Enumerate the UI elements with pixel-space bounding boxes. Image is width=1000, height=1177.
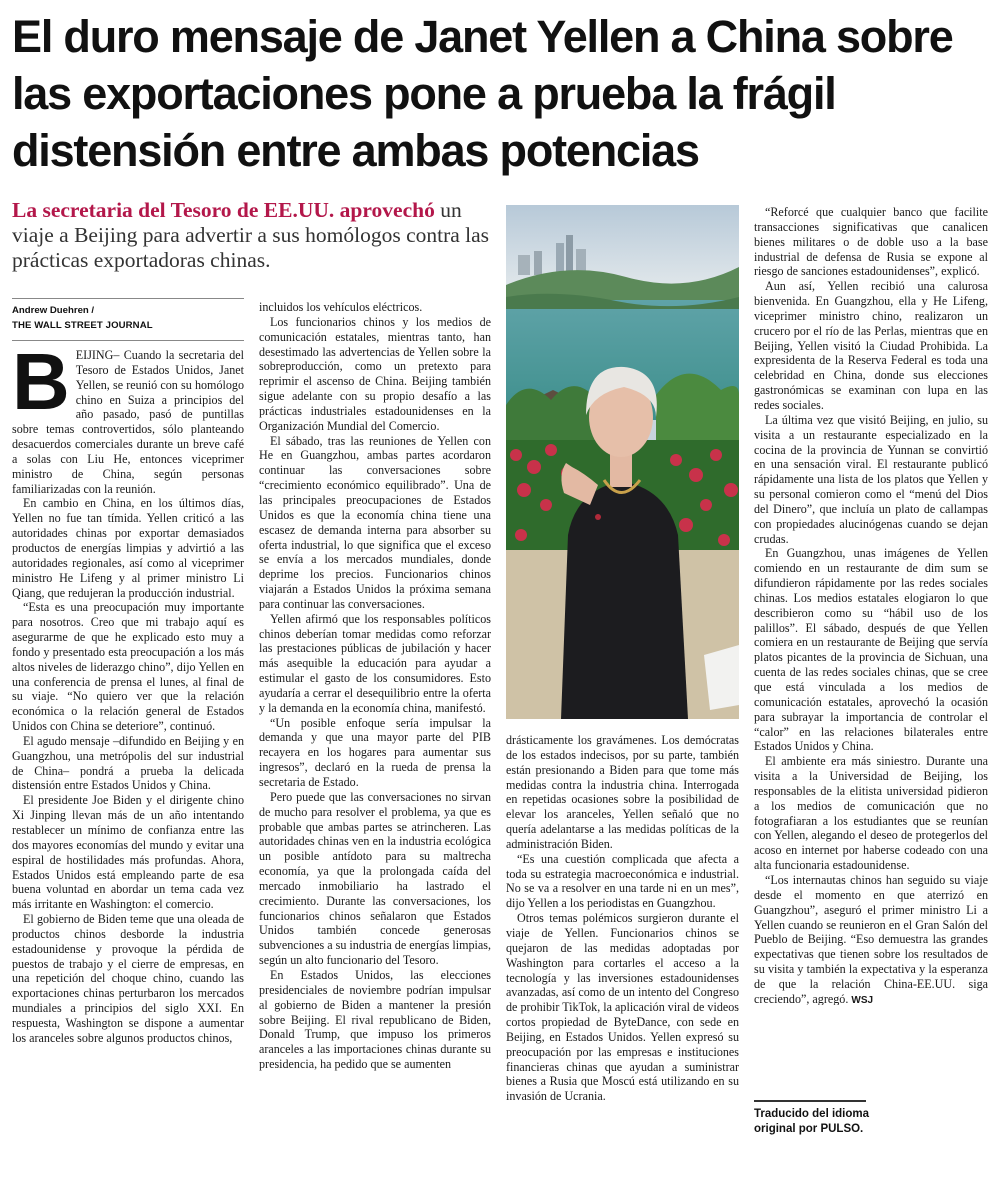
byline-rule-bottom [12,340,244,341]
credit-line-1: Traducido del idioma [754,1108,870,1120]
photo-janet-yellen [506,205,739,719]
paragraph: Aun así, Yellen recibió una calurosa bienvenida. En Guangzhou, ella y He Lifeng, viceprimer ministro chino, realizaron un crucero por el río de las Perlas, mientras que en Beijing, Yellen visitó la Ciudad Prohibida. La expresidenta de la Reserva Federal es toda una celebridad en China, donde sus elecciones gastronómicas se examinan con lupa en las redes sociales. [754,279,988,412]
paragraph: El sábado, tras las reuniones de Yellen con He en Guangzhou, ambas partes acordaron continuar las conversaciones sobre “crecimiento económico equilibrado”. Una de las principales preocupaciones de Estados Unidos es que la economía china tiene una escasez de demanda interna para absorber su oferta industrial, lo que significa que el exceso se envía a los mercados mundiales, donde deprime los precios. Funcionarios chinos viajarán a Estados Unidos la próxima semana para continuar las conversaciones. [259,433,491,611]
paragraph: El ambiente era más siniestro. Durante una visita a la Universidad de Beijing, los responsables de la elitista universidad pidieron a los medios de comunicación que no fotografiaran a los estudiantes que se reunían con Yellen, alegando el deseo de protegerlos del acoso en internet por haberse codeado con una alta funcionaria estadounidense. [754,754,988,873]
paragraph: “Reforcé que cualquier banco que facilite transacciones significativas que canalicen bienes militares o de doble uso a la base industrial de defensa de Rusia se expone al riesgo de sanciones estadounidenses”, explicó. [754,205,988,279]
paragraph: Otros temas polémicos surgieron durante el viaje de Yellen. Funcionarios chinos se quejaron de las medidas adoptadas por Washington para cortarles el acceso a la tecnología y las inversiones estadounidenses avanzadas, así como de un intento del Congreso de prohibir TikTok, la aplicación viral de videos cortos propiedad de ByteDance, con sede en Beijing, en Estados Unidos. Yellen expresó su preocupación por las empresas e instituciones financieras chinas que ayudan a suministrar bienes a Rusia que Moscú está utilizando en su invasión de Ucrania. [506,911,739,1104]
byline-publication: THE WALL STREET JOURNAL [12,320,153,331]
drop-cap: B [12,348,70,426]
paragraph: En Estados Unidos, las elecciones presidenciales de noviembre podrían impulsar al gobierno de Biden a mantener la presión sobre Beijing. El rival republicano de Biden, Donald Trump, que impuso los primeros aranceles a las importaciones chinas durante su presidencia, ha pedido que se aumenten [259,967,491,1072]
deck-lead: La secretaria del Tesoro de EE.UU. aprovechó [12,198,435,222]
signoff: WSJ [851,994,874,1005]
column-2 [259,300,491,1160]
column-4 [754,205,988,1005]
paragraph: La última vez que visitó Beijing, en julio, su visita a un restaurante especializado en la cocina de la provincia de Yunnan se convirtió en una sensación viral. El restaurante publicó rápidamente una lista de los platos que Yellen y su personal comieron como el “menú del Dios del Dinero”, que incluía un plato de callampas con propiedades alucinógenas cuando se dejan crudas. [754,412,988,546]
paragraph: BEIJING– Cuando la secretaria del Tesoro de Estados Unidos, Janet Yellen, se reunió con su homólogo chino en Suiza a principios del año pasado, pasó de puntillas sobre temas controvertidos, sólo planteando desacuerdos comerciales durante un breve café a solas con Liu He, entonces viceprimer ministro de China, según personas familiarizadas con la reunión. [12,348,244,496]
translation-credit [754,1107,954,1137]
paragraph: incluidos los vehículos eléctricos. [259,300,423,314]
paragraph: El agudo mensaje –difundido en Beijing y en Guangzhou, una metrópolis del sur industrial de China– pondrá a prueba la delicada distensión entre Estados Unidos y China. [12,733,244,793]
paragraph: En cambio en China, en los últimos días, Yellen no fue tan tímida. Yellen criticó a las autoridades chinas por exportar demasiados productos de energías limpias y advirtió a las autoridades regionales, así como al viceprimer ministro He Lifeng y al primer ministro Li Qiang, que redujeran la producción industrial. [12,496,244,600]
paragraph: El presidente Joe Biden y el dirigente chino Xi Jinping llevan más de un año intentando restablecer un mínimo de confianza entre las dos mayores economías del mundo y evitar una espiral de hostilidades más profundas. Ahora, Estados Unidos está empleando parte de esa buena voluntad en abordar un tema cada vez más irritante en Washington: el comercio. [12,793,244,912]
paragraph: El gobierno de Biden teme que una oleada de productos chinos desborde la industria estadounidense y provoque la pérdida de puestos de trabajo y el cierre de empresas, en una repetición del choque chino, cuando las exportaciones chinas perturbaron los mercados mundiales a principios del siglo XXI. En respuesta, Washington se dispone a aumentar los aranceles sobre algunos productos chinos, [12,912,244,1045]
paragraph: “Los internautas chinos han seguido su viaje desde el momento en que aterrizó en Guangzhou”, aseguró el primer ministro Li a Yellen cuando se reunieron en el Gran Salón del Pueblo de Beijing. “Eso demuestra las grandes expectativas que tienen sobre los resultados de su visita y también la expectativa y la esperanza de que la relación China-EE.UU. siga creciendo”, agregó. WSJ [754,872,988,1005]
deck [12,198,498,273]
paragraph: “Esta es una preocupación muy importante para nosotros. Creo que mi trabajo aquí es asegurarme de que he explicado esto muy a fondo y presentado esta preocupación a los más altos niveles de liderazgo chino”, dijo Yellen en una conferencia de prensa el lunes, al final de su viaje. “No quiero ver que la relación económica o la relación general de Estados Unidos con China se deteriore”, continuó. [12,600,244,734]
column-3 [506,733,739,1160]
deck-rest: un viaje a Beijing para advertir a sus homólogos contra las prácticas exportadoras chinas. [12,198,490,272]
paragraph: “Es una cuestión complicada que afecta a toda su estrategia macroeconómica e industrial. No se va a resolver en una tarde ni en un mes”, dijo Yellen a los periodistas en Guangzhou. [506,851,739,911]
byline-rule-top [12,298,244,299]
paragraph: “Un posible enfoque sería impulsar la demanda y que una mayor parte del PIB recayera en los hogares para aumentar sus ingresos”, declaró en la rueda de prensa la secretaria de Estado. [259,715,491,789]
credit-line-2: original por PULSO. [754,1123,864,1135]
paragraph: En Guangzhou, unas imágenes de Yellen comiendo en un restaurante de dim sum se difundieron rápidamente por las redes sociales chinas. Los medios estatales elogiaron lo que describieron como su “hábil uso de los palillos”. El sábado, después de que Yellen comiera en un restaurante de Beijing que servía platos picantes de la provincia de Sichuan, una cuenta de las redes sociales chinas, que se cree que está vinculada a los medios de comunicación estatales, aprovechó la ocasión para subrayar la importancia de controlar el “calor” en las relaciones bilaterales entre Estados Unidos y China. [754,546,988,754]
paragraph: drásticamente los gravámenes. Los demócratas de los estados indecisos, por su parte, también están presionando a Biden para que tome más medidas contra la industria china. Interrogada en repetidas ocasiones sobre la posibilidad de elevar los aranceles, Yellen señaló que no quería adelantarse a las medidas políticas de la administración Biden. [506,733,739,851]
column-1 [12,348,244,1160]
paragraph: Los funcionarios chinos y los medios de comunicación estatales, mientras tanto, han desestimado las advertencias de Yellen sobre la sobreproducción, como un pretexto para reprimir el ascenso de China. Beijing también sigue adelante con su propio desafío a las prácticas industriales estadounidenses en la Organización Mundial del Comercio. [259,314,491,433]
byline [12,303,153,333]
credit-rule [754,1100,866,1102]
paragraph: Pero puede que las conversaciones no sirvan de mucho para resolver el problema, ya que es probable que ambas partes se atrincheren. Las autoridades chinas ven en la industria ecológica un posible antídoto para su maltrecha economía, ya que la prolongada caída del mercado inmobiliario ha lastrado el crecimiento. Durante las conversaciones, los funcionarios chinos señalaron que Estados Unidos también concede generosas subvenciones a su industria de energías limpias, según un alto funcionario del Tesoro. [259,789,491,968]
headline: El duro mensaje de Janet Yellen a China sobre las exportaciones pone a prueba la frágil distensión entre ambas potencias [12,11,953,176]
paragraph: Yellen afirmó que los responsables políticos chinos deberían tomar medidas como reforzar las prestaciones públicas de jubilación y hacer más asequible la educación para ayudar a estimular el gasto de los consumidores. Esto ayudaría a cerrar el desequilibrio entre la oferta y la demanda en la economía china, manifestó. [259,611,491,715]
byline-author: Andrew Duehren / [12,305,95,316]
